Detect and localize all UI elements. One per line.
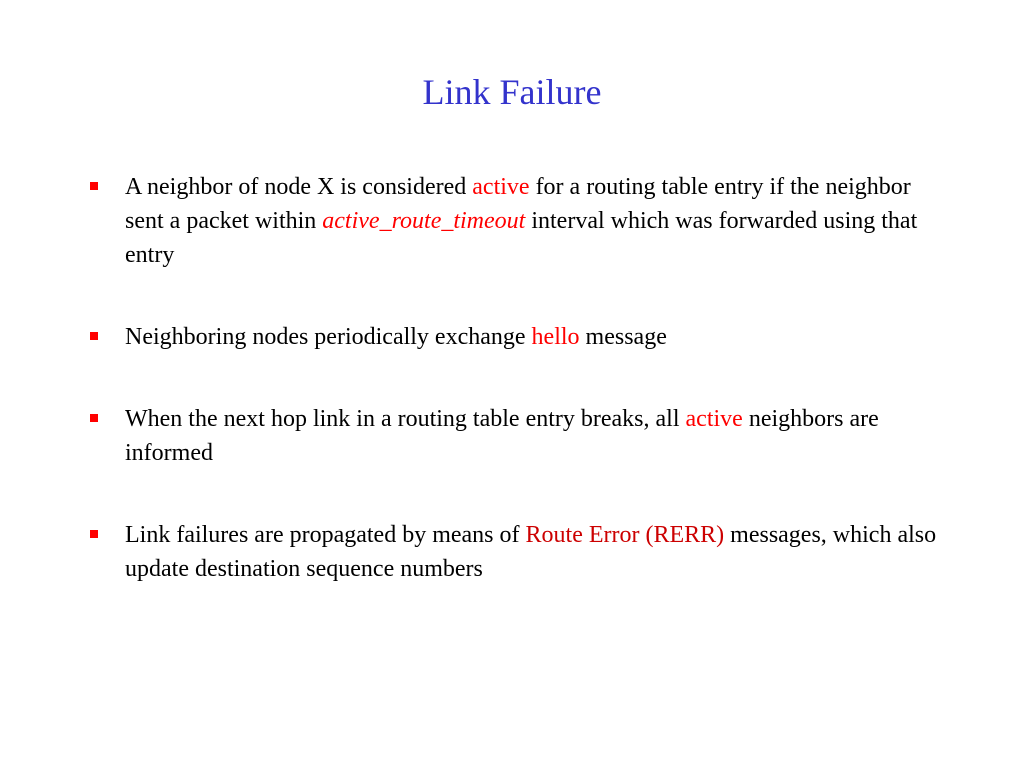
keyword-active: active bbox=[685, 406, 743, 432]
square-bullet-icon bbox=[90, 530, 98, 538]
bullet-item-link-break bbox=[86, 402, 946, 470]
bullet-text-part: messages, which also update destination sequence numbers bbox=[125, 522, 937, 582]
keyword-route-error: Route Error (RERR) bbox=[525, 522, 725, 548]
bullet-text-part: message bbox=[579, 324, 667, 350]
keyword-active: active bbox=[472, 174, 530, 200]
square-bullet-icon bbox=[90, 332, 98, 340]
slide-title: Link Failure bbox=[422, 72, 602, 112]
bullet-text-part: neighbors are informed bbox=[125, 406, 879, 466]
bullet-item-active-neighbor bbox=[86, 170, 946, 272]
bullet-item-hello-message bbox=[86, 320, 946, 354]
keyword-hello: hello bbox=[531, 324, 580, 350]
square-bullet-icon bbox=[90, 182, 98, 190]
bullet-text-part: for a routing table entry if the neighbor sent a packet within bbox=[125, 174, 911, 234]
bullet-list bbox=[86, 170, 946, 586]
bullet-text-part: When the next hop link in a routing table entry breaks, all bbox=[125, 406, 686, 432]
bullet-item-rerr bbox=[86, 518, 946, 586]
square-bullet-icon bbox=[90, 414, 98, 422]
bullet-text-part: Neighboring nodes periodically exchange bbox=[125, 324, 532, 350]
keyword-active-route-timeout: active_route_timeout bbox=[322, 208, 526, 234]
bullet-text-part: A neighbor of node X is considered bbox=[125, 174, 473, 200]
bullet-text-part: Link failures are propagated by means of bbox=[125, 522, 526, 548]
bullet-text-part: interval which was forwarded using that entry bbox=[125, 208, 918, 268]
